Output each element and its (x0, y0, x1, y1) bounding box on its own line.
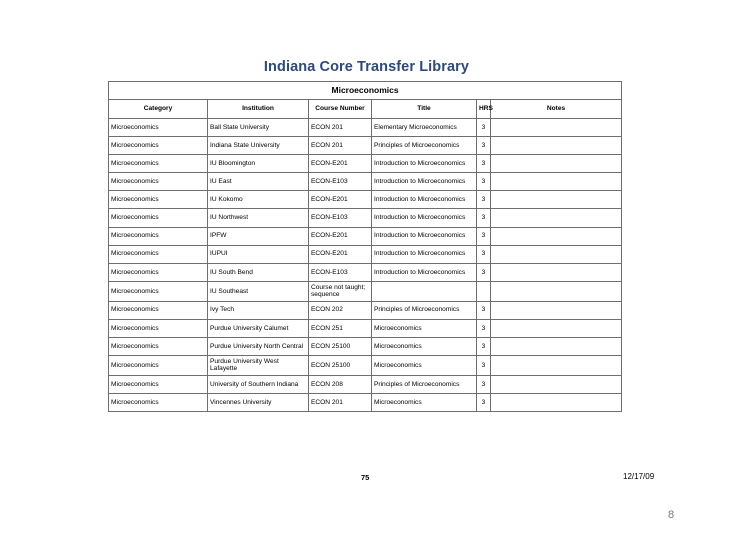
cell-notes (491, 281, 622, 301)
cell-category: Microeconomics (109, 375, 208, 393)
cell-notes (491, 209, 622, 227)
cell-category: Microeconomics (109, 191, 208, 209)
cell-category: Microeconomics (109, 319, 208, 337)
cell-category: Microeconomics (109, 209, 208, 227)
cell-notes (491, 375, 622, 393)
cell-notes (491, 337, 622, 355)
cell-institution: IU East (208, 173, 309, 191)
cell-hrs: 3 (477, 227, 491, 245)
table-row (109, 301, 622, 319)
cell-category: Microeconomics (109, 245, 208, 263)
cell-hrs: 3 (477, 137, 491, 155)
cell-category: Microeconomics (109, 137, 208, 155)
cell-notes (491, 245, 622, 263)
cell-hrs: 3 (477, 263, 491, 281)
table-row (109, 319, 622, 337)
column-header-title: Title (372, 100, 477, 119)
cell-institution: University of Southern Indiana (208, 375, 309, 393)
cell-course-number: ECON 201 (309, 137, 372, 155)
cell-hrs: 3 (477, 356, 491, 376)
cell-title: Principles of Microeconomics (372, 301, 477, 319)
cell-notes (491, 155, 622, 173)
cell-title: Introduction to Microeconomics (372, 263, 477, 281)
cell-institution: IUPUI (208, 245, 309, 263)
column-header-hrs: HRS (477, 100, 491, 119)
document-title: Indiana Core Transfer Library (263, 59, 470, 75)
cell-title: Introduction to Microeconomics (372, 227, 477, 245)
cell-notes (491, 191, 622, 209)
table-row (109, 356, 622, 376)
cell-notes (491, 356, 622, 376)
section-title: Microeconomics (109, 82, 622, 100)
cell-category: Microeconomics (109, 173, 208, 191)
cell-course-number: ECON-E201 (309, 245, 372, 263)
cell-hrs: 3 (477, 209, 491, 227)
cell-notes (491, 137, 622, 155)
cell-hrs: 3 (477, 337, 491, 355)
cell-category: Microeconomics (109, 155, 208, 173)
column-header-category: Category (109, 100, 208, 119)
cell-category: Microeconomics (109, 394, 208, 412)
column-header-notes: Notes (491, 100, 622, 119)
cell-category: Microeconomics (109, 301, 208, 319)
cell-title: Microeconomics (372, 337, 477, 355)
table-row (109, 394, 622, 412)
cell-notes (491, 394, 622, 412)
cell-title: Elementary Microeconomics (372, 119, 477, 137)
cell-title: Principles of Microeconomics (372, 375, 477, 393)
cell-category: Microeconomics (109, 119, 208, 137)
cell-hrs: 3 (477, 245, 491, 263)
table-row (109, 245, 622, 263)
cell-institution: Ivy Tech (208, 301, 309, 319)
table-row (109, 337, 622, 355)
cell-hrs: 3 (477, 119, 491, 137)
cell-course-number: ECON 251 (309, 319, 372, 337)
cell-institution: IU South Bend (208, 263, 309, 281)
cell-institution: Purdue University North Central (208, 337, 309, 355)
cell-institution: IU Southeast (208, 281, 309, 301)
cell-notes (491, 301, 622, 319)
cell-title (372, 281, 477, 301)
cell-course-number: ECON-E201 (309, 191, 372, 209)
table-row (109, 375, 622, 393)
cell-category: Microeconomics (109, 263, 208, 281)
cell-notes (491, 263, 622, 281)
cell-title: Introduction to Microeconomics (372, 245, 477, 263)
cell-notes (491, 319, 622, 337)
cell-course-number: ECON 201 (309, 119, 372, 137)
cell-institution: IU Northwest (208, 209, 309, 227)
cell-hrs (477, 281, 491, 301)
cell-title: Introduction to Microeconomics (372, 155, 477, 173)
cell-notes (491, 173, 622, 191)
table-row (109, 209, 622, 227)
cell-hrs: 3 (477, 301, 491, 319)
cell-course-number: ECON 25100 (309, 356, 372, 376)
cell-institution: Ball State University (208, 119, 309, 137)
table-row (109, 173, 622, 191)
cell-title: Introduction to Microeconomics (372, 173, 477, 191)
cell-course-number: ECON 202 (309, 301, 372, 319)
cell-category: Microeconomics (109, 356, 208, 376)
column-header-institution: Institution (208, 100, 309, 119)
cell-course-number: ECON-E201 (309, 227, 372, 245)
cell-hrs: 3 (477, 375, 491, 393)
table-row (109, 119, 622, 137)
cell-institution: Purdue University West Lafayette (208, 356, 309, 376)
cell-hrs: 3 (477, 155, 491, 173)
cell-title: Microeconomics (372, 394, 477, 412)
cell-institution: Purdue University Calumet (208, 319, 309, 337)
cell-institution: Vincennes University (208, 394, 309, 412)
table-row (109, 227, 622, 245)
cell-course-number: ECON 208 (309, 375, 372, 393)
page-number: 75 (361, 473, 370, 482)
cell-hrs: 3 (477, 191, 491, 209)
cell-title: Introduction to Microeconomics (372, 191, 477, 209)
cell-category: Microeconomics (109, 227, 208, 245)
cell-course-number: Course not taught; sequence (309, 281, 372, 301)
transfer-library-table (108, 81, 622, 412)
cell-title: Principles of Microeconomics (372, 137, 477, 155)
cell-course-number: ECON 25100 (309, 337, 372, 355)
cell-institution: IPFW (208, 227, 309, 245)
footer-date: 12/17/09 (623, 472, 655, 481)
cell-title: Introduction to Microeconomics (372, 209, 477, 227)
cell-institution: IU Kokomo (208, 191, 309, 209)
table-row (109, 191, 622, 209)
column-header-course-number: Course Number (309, 100, 372, 119)
cell-title: Microeconomics (372, 319, 477, 337)
cell-hrs: 3 (477, 173, 491, 191)
cell-notes (491, 227, 622, 245)
cell-institution: Indiana State University (208, 137, 309, 155)
table-row (109, 137, 622, 155)
cell-category: Microeconomics (109, 281, 208, 301)
table-row (109, 281, 622, 301)
cell-course-number: ECON-E103 (309, 173, 372, 191)
cell-hrs: 3 (477, 319, 491, 337)
cell-notes (491, 119, 622, 137)
cell-institution: IU Bloomington (208, 155, 309, 173)
cell-hrs: 3 (477, 394, 491, 412)
cell-course-number: ECON-E103 (309, 209, 372, 227)
cell-category: Microeconomics (109, 337, 208, 355)
cell-title: Microeconomics (372, 356, 477, 376)
table-row (109, 155, 622, 173)
cell-course-number: ECON 201 (309, 394, 372, 412)
slide-number: 8 (668, 509, 675, 521)
table-row (109, 263, 622, 281)
cell-course-number: ECON-E201 (309, 155, 372, 173)
cell-course-number: ECON-E103 (309, 263, 372, 281)
